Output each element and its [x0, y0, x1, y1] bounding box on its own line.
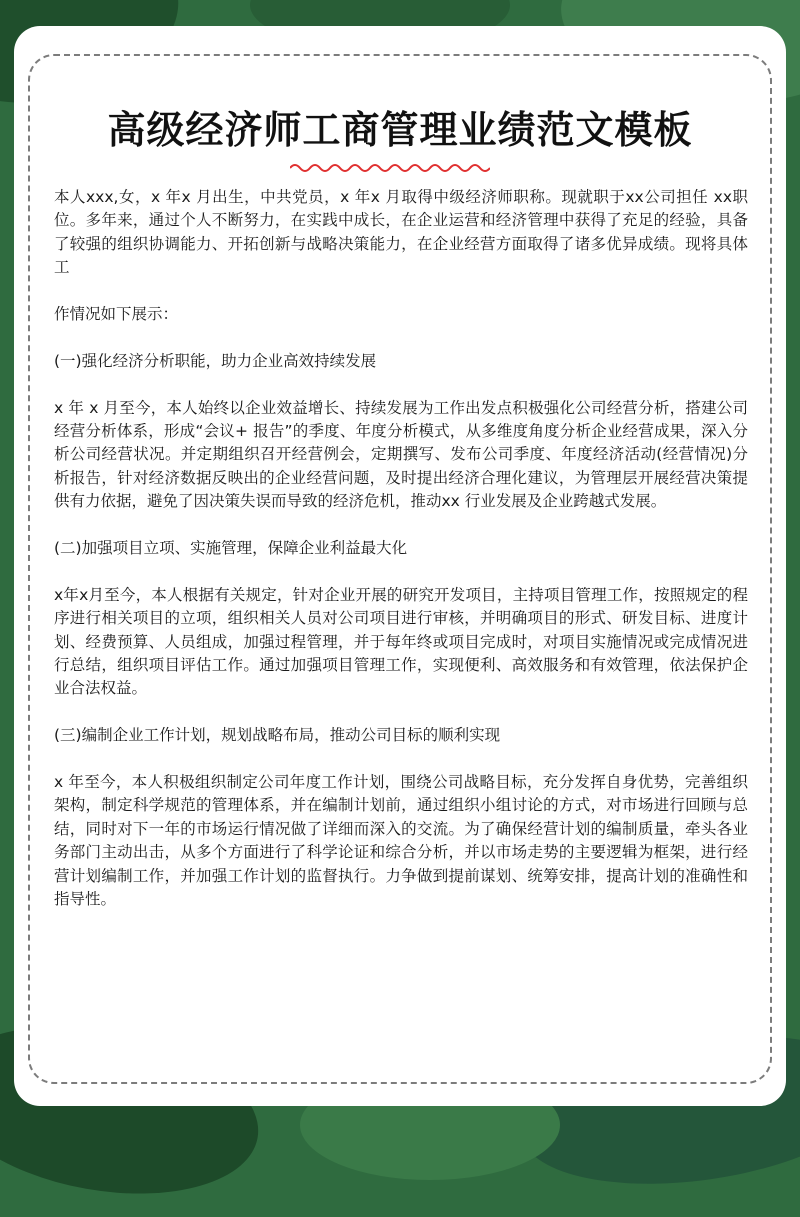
- paragraph-section-1: x 年 x 月至今，本人始终以企业效益增长、持续发展为工作出发点积极强化公司经营分析，搭建公司经营分析体系，形成“会议+ 报告”的季度、年度分析模式，从多维度角度分析企业经营成果，深入分析公司经营状况。并定期组织召开经营例会，定期撰写、发布公司季度、年度经济活动(经营情况)分析报告，针对经济数据反映出的企业经营问题，及时提出经济合理化建议，为管理层开展经营决策提供有力依据，避免了因决策失误而导致的经济危机，推动xx 行业发展及企业跨越式发展。: [54, 398, 748, 511]
- paragraph-section-2: x年x月至今，本人根据有关规定，针对企业开展的研究开发项目，主持项目管理工作，按照规定的程序进行相关项目的立项，组织相关人员对公司项目进行审核，并明确项目的形式、研发目标、进度计划、经费预算、人员组成，加强过程管理，并于每年终或项目完成时，对项目实施情况或完成情况进行总结，组织项目评估工作。通过加强项目管理工作，实现便利、高效服务和有效管理，依法保护企业合法权益。: [54, 585, 748, 698]
- paragraph-intro: 本人xxx,女，x 年x 月出生，中共党员，x 年x 月取得中级经济师职称。现就职于xx公司担任 xx职位。多年来，通过个人不断努力，在实践中成长，在企业运营和经济管理中获得了充足的经验，具备了较强的组织协调能力、开拓创新与战略决策能力，在企业经营方面取得了诸多优异成绩。现将具体工: [54, 188, 748, 277]
- paragraph-intro-continued: 作情况如下展示：: [54, 305, 179, 324]
- section-heading-2: (二)加强项目立项、实施管理，保障企业利益最大化: [54, 539, 408, 558]
- section-heading-1: (一)强化经济分析职能，助力企业高效持续发展: [54, 351, 377, 370]
- document-title: 高级经济师工商管理业绩范文模板: [107, 107, 693, 152]
- section-heading-3: (三)编制企业工作计划，规划战略布局，推动公司目标的顺利实现: [54, 726, 501, 745]
- spellcheck-squiggle: [290, 162, 490, 174]
- document-body: [54, 186, 748, 935]
- paragraph-section-3: x 年至今，本人积极组织制定公司年度工作计划，围绕公司战略目标，充分发挥自身优势，完善组织架构，制定科学规范的管理体系，并在编制计划前，通过组织小组讨论的方式，对市场进行回顾与总结，同时对下一年的市场运行情况做了详细而深入的交流。为了确保经营计划的编制质量，牵头各业务部门主动出击，从多个方面进行了科学论证和综合分析，并以市场走势的主要逻辑为框架，进行经营计划编制工作，并加强工作计划的监督执行。力争做到提前谋划、统筹安排，提高计划的准确性和指导性。: [54, 773, 748, 909]
- document-page: [14, 26, 786, 1106]
